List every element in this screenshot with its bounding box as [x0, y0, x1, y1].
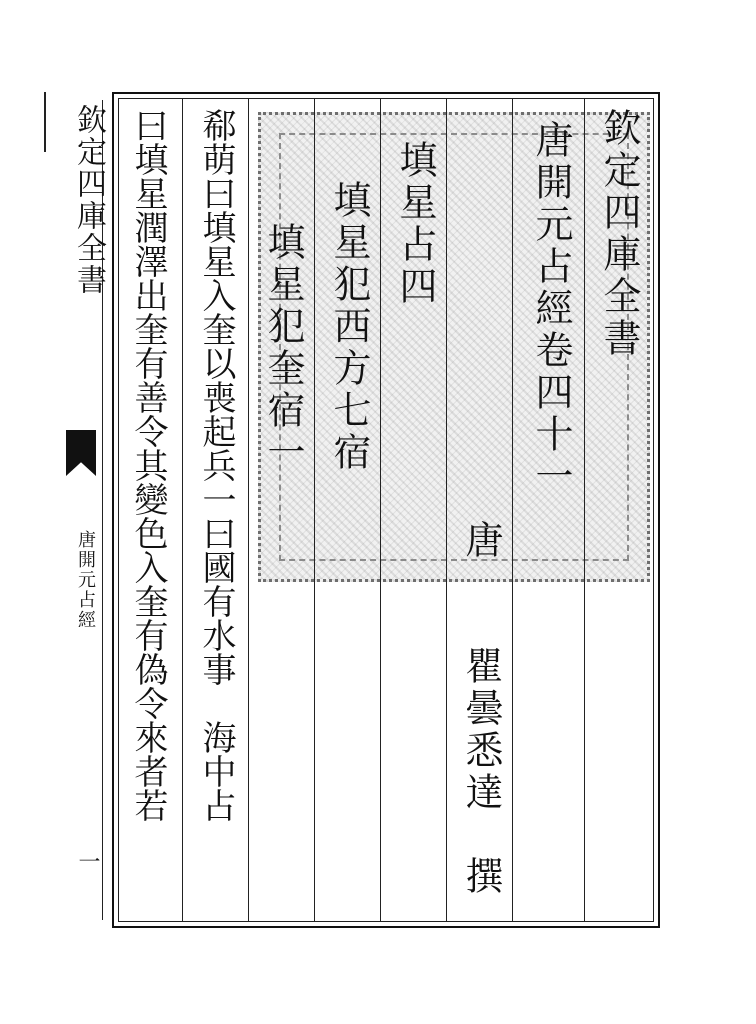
column-rule	[248, 98, 249, 922]
column-rule	[512, 98, 513, 922]
column-rule	[314, 98, 315, 922]
text-column-book-title: 唐開元占經卷四十一	[529, 120, 573, 498]
text-column-entry-heading: 填星犯奎宿一	[261, 222, 305, 474]
column-rule	[182, 98, 183, 922]
text-column-section-heading: 填星占四	[393, 140, 437, 308]
library-seal-stamp	[258, 112, 650, 582]
text-column-series-title: 欽定四庫全書	[597, 108, 641, 360]
margin-page-number: 一	[75, 850, 100, 872]
column-rule	[584, 98, 585, 922]
text-column-author: 唐 瞿曇悉達 撰	[459, 520, 503, 898]
fish-tail-mark-icon	[66, 430, 96, 476]
margin-book-name: 唐開元占經	[75, 530, 96, 630]
text-column-body: 曰填星潤澤出奎有善令其變色入奎有偽令來者若	[128, 108, 168, 822]
column-rule	[380, 98, 381, 922]
margin-series-title: 欽定四庫全書	[71, 104, 106, 296]
page-margin	[62, 100, 106, 920]
edge-mark	[44, 92, 46, 152]
column-rule	[446, 98, 447, 922]
text-column-subheading: 填星犯西方七宿	[327, 180, 371, 474]
text-column-body: 郗萌曰填星入奎以喪起兵一曰國有水事 海中占	[196, 108, 236, 822]
